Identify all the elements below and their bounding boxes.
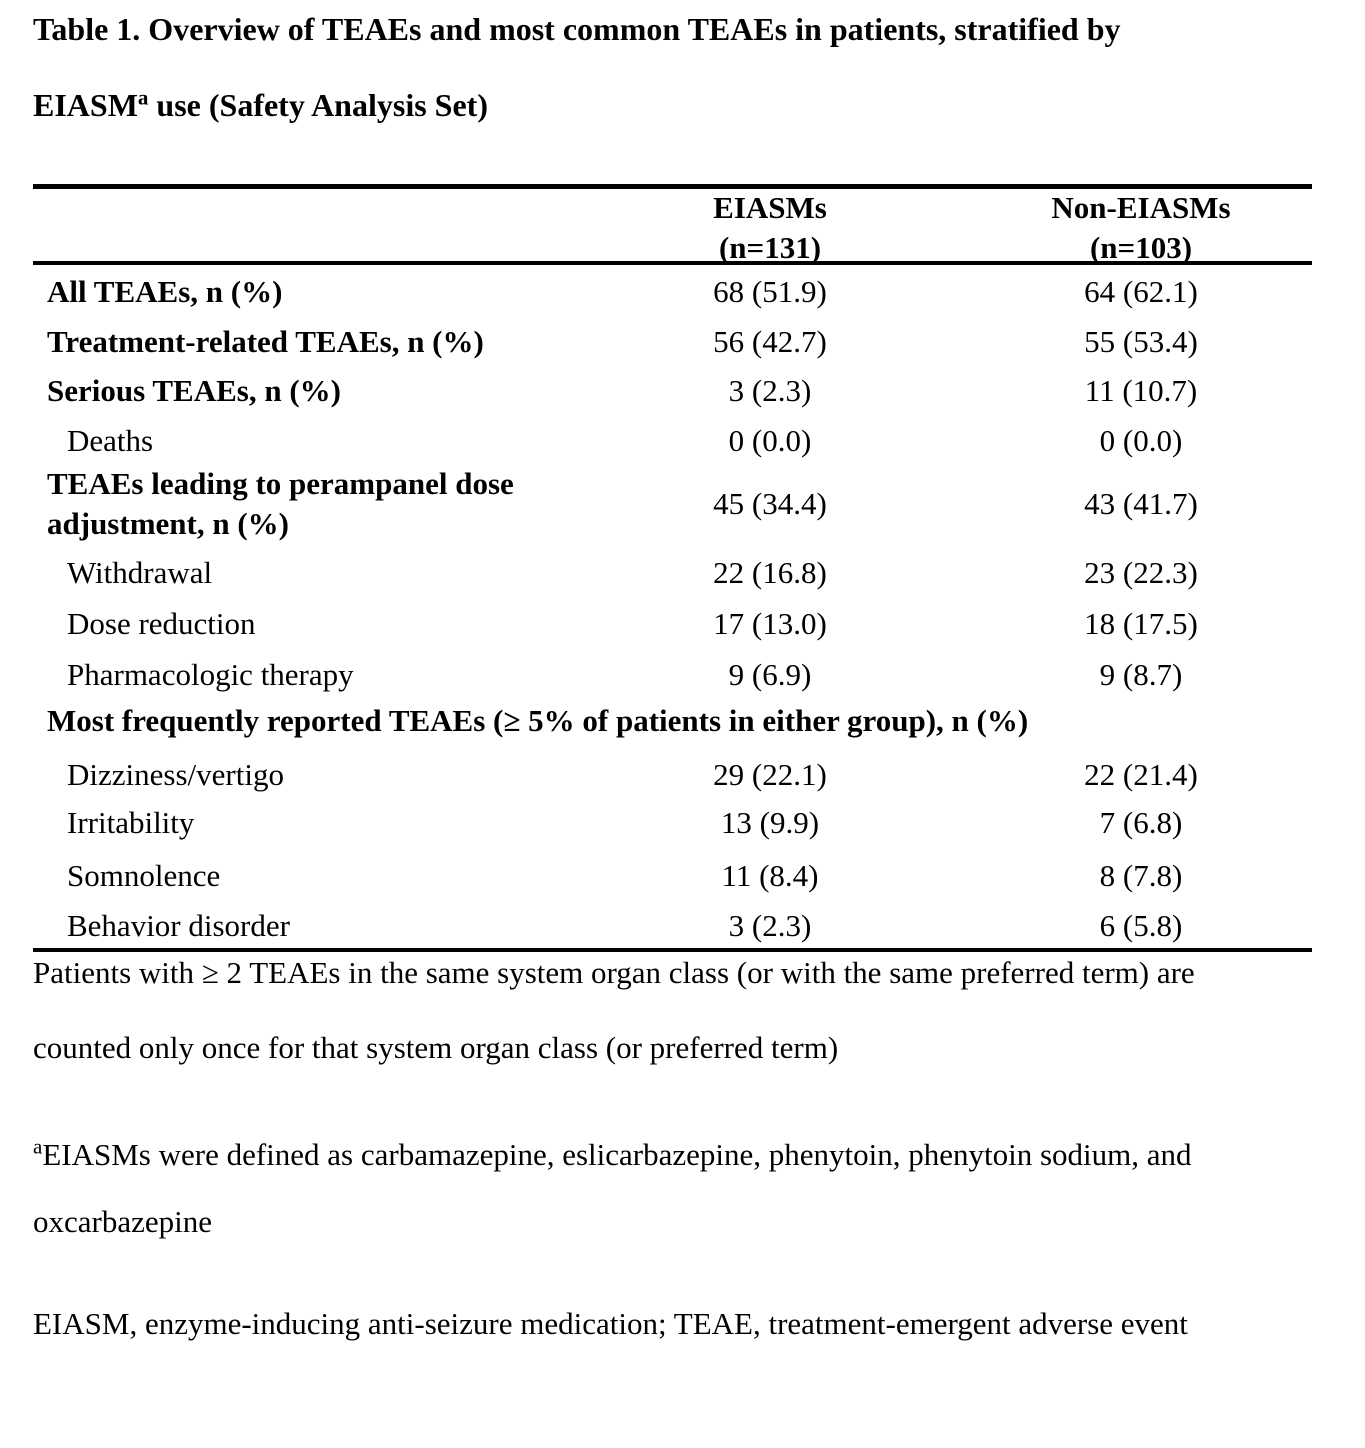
table-section-row [0,701,1365,741]
row-value-eiasms: 0 (0.0) [728,423,812,458]
row-label: Withdrawal [67,555,213,590]
column-header-eiasms [620,188,920,268]
row-value-eiasms: 3 (2.3) [728,373,812,408]
table-row [0,421,1365,461]
row-value-non-eiasms: 23 (22.3) [1084,555,1198,590]
row-value-eiasms: 3 (2.3) [728,908,812,943]
footnote-abbreviations: EIASM, enzyme-inducing anti-seizure medication; TEAE, treatment-emergent adverse event [33,1306,1188,1341]
row-value-eiasms: 11 (8.4) [721,858,819,893]
row-value-eiasms: 68 (51.9) [713,274,827,309]
footnote-counting-line1: Patients with ≥ 2 TEAEs in the same system organ class (or with the same preferred term) are [33,955,1195,990]
column-header-non-eiasms-n: (n=103) [1089,230,1193,265]
row-label: Serious TEAEs, n (%) [47,373,341,408]
row-label: Behavior disorder [67,908,290,943]
footnote-eiasm-definition-text: EIASMs were defined as carbamazepine, eslicarbazepine, phenytoin, phenytoin sodium, and [42,1137,1192,1172]
section-row-label: Most frequently reported TEAEs (≥ 5% of patients in either group), n (%) [47,703,1029,738]
row-value-eiasms: 29 (22.1) [713,757,827,792]
row-label: Dose reduction [67,606,256,641]
row-value-non-eiasms: 55 (53.4) [1084,324,1198,359]
table-row [0,322,1365,362]
table-row [0,464,1365,544]
table-title-line2-post: use (Safety Analysis Set) [148,87,488,123]
row-label: Irritability [67,805,195,840]
row-value-eiasms: 45 (34.4) [713,486,827,521]
row-value-non-eiasms: 22 (21.4) [1084,757,1198,792]
row-value-non-eiasms: 7 (6.8) [1099,805,1183,840]
row-label: Somnolence [67,858,221,893]
table-row [0,272,1365,312]
row-value-eiasms: 56 (42.7) [713,324,827,359]
row-label [47,464,514,544]
row-label: Deaths [67,423,154,458]
table-title-line1: Table 1. Overview of TEAEs and most common TEAEs in patients, stratified by [33,11,1121,47]
row-value-eiasms: 9 (6.9) [728,657,812,692]
row-value-eiasms: 13 (9.9) [720,805,820,840]
row-label-line2: adjustment, n (%) [47,506,289,541]
row-value-non-eiasms: 18 (17.5) [1084,606,1198,641]
footnote-marker-a: a [33,1134,43,1159]
table-title-line2-pre: EIASM [33,87,138,123]
row-value-non-eiasms: 9 (8.7) [1099,657,1183,692]
column-header-non-eiasms [991,188,1291,268]
row-value-non-eiasms: 6 (5.8) [1099,908,1183,943]
row-value-non-eiasms: 0 (0.0) [1099,423,1183,458]
footnote-eiasm-definition-line1 [33,1135,1192,1175]
table-row [0,755,1365,795]
table-row [0,604,1365,644]
footnote-counting-line2: counted only once for that system organ class (or preferred term) [33,1030,839,1065]
footnote-eiasm-definition-line2: oxcarbazepine [33,1204,212,1239]
row-label-line1: TEAEs leading to perampanel dose [47,466,514,501]
table-row [0,553,1365,593]
table-row [0,371,1365,411]
table-row [0,906,1365,946]
table-title-line2 [33,84,488,126]
row-value-non-eiasms: 8 (7.8) [1099,858,1183,893]
column-header-non-eiasms-name: Non-EIASMs [1051,190,1231,225]
footnote-marker-a: a [137,85,149,110]
row-value-non-eiasms: 43 (41.7) [1084,486,1198,521]
row-value-eiasms: 17 (13.0) [713,606,827,641]
column-header-eiasms-name: EIASMs [713,190,827,225]
table-row [0,655,1365,695]
row-value-eiasms: 22 (16.8) [713,555,827,590]
column-header-eiasms-n: (n=131) [718,230,822,265]
table-row [0,803,1365,843]
row-label: Dizziness/vertigo [67,757,284,792]
row-label: All TEAEs, n (%) [47,274,283,309]
table-bottom-rule [33,948,1312,952]
row-label: Treatment-related TEAEs, n (%) [47,324,484,359]
row-value-non-eiasms: 11 (10.7) [1084,373,1198,408]
row-label: Pharmacologic therapy [67,657,354,692]
row-value-non-eiasms: 64 (62.1) [1084,274,1198,309]
table-row [0,856,1365,896]
